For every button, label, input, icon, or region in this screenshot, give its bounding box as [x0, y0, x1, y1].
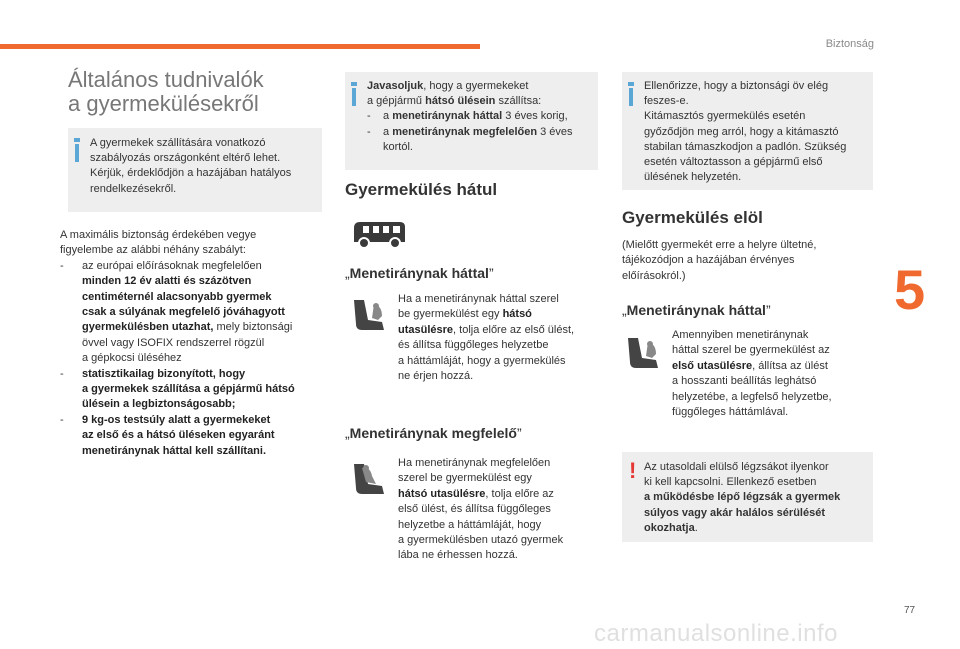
page-title-line-1: Általános tudnivalók	[68, 67, 264, 92]
info-line: Kérjük, érdeklődjön a hazájában hatályos	[90, 167, 292, 180]
front-intro: (Mielőtt gyermekét erre a helyre ültetné, tájékozódjon a hazájában érvényes előírásokról.)	[622, 239, 817, 282]
watermark: carmanualsonline.info	[594, 620, 838, 647]
subtitle-rear-facing: „Menetiránynak háttal”	[345, 265, 494, 281]
info-line: A gyermekek szállítására vonatkozó	[90, 137, 266, 149]
info-line: szabályozás országonként eltérő lehet.	[90, 152, 281, 165]
chapter-number: 5	[894, 258, 926, 321]
info-icon	[351, 82, 357, 106]
forward-facing-seat-icon	[348, 460, 390, 502]
section-title-front: Gyermekülés elöl	[622, 208, 763, 227]
header-accent-bar	[0, 44, 480, 49]
rear-facing-text: Ha a menetiránynak háttal szerel be gyermekülést egy hátsó utasülésre, tolja előre az első ülést, és állítsa függőleges helyzetbe a háttámláját, hogy a gyermekülés ne érjen hozzá.	[398, 293, 575, 383]
rule-item: - 9 kg-os testsúly alatt a gyermekeket az első és a hátsó üléseken egyaránt menetiránynak háttal kell szállítani.	[60, 413, 275, 457]
page-title	[68, 68, 264, 116]
intro-line: A maximális biztonság érdekében vegye	[60, 229, 257, 241]
front-rear-facing-text: Amennyiben menetiránynak háttal szerel be gyermekülést az első utasülésre, állítsa az ülést a hosszanti beállítás leghátsó helyzetébe, a legfelső helyzetbe, függőleges háttámlával.	[672, 329, 832, 419]
van-icon	[350, 218, 408, 252]
front-rear-facing-seat-icon	[622, 334, 664, 376]
info-box-regulations	[68, 128, 322, 212]
warning-box-airbag: ! Az utasoldali elülső légzsákot ilyenkor ki kell kapcsolni. Ellenkező esetben a működésbe lépő légzsák a gyermek súlyos vagy akár halálos sérülését okozhatja.	[622, 452, 873, 542]
section-title-rear: Gyermekülés hátul	[345, 180, 498, 199]
info-box-recommendation: Javasoljuk, hogy a gyermekeket a gépjármű hátsó ülésein szállítsa: - a menetiránynak háttal 3 éves korig, - a menetiránynak megfelelően 3 éves kortól.	[345, 72, 598, 170]
warning-icon: !	[629, 458, 637, 483]
rule-item: - statisztikailag bizonyított, hogy a gyermekek szállítása a gépjármű hátsó ülésein a legbiztonságosabb;	[60, 367, 295, 411]
info-icon	[74, 138, 80, 162]
rules-text	[60, 228, 330, 459]
page-number: 77	[904, 605, 916, 616]
subtitle-front-rear-facing: „Menetiránynak háttal”	[622, 302, 771, 318]
section-label: Biztonság	[825, 38, 874, 50]
forward-facing-text: Ha menetiránynak megfelelően szerel be gyermekülést egy hátsó utasülésre, tolja előre az első ülést, és állítsa függőleges helyzetbe a háttámláját, hogy a gyermekülésben utazó gyermek lába ne érhessen hozzá.	[398, 457, 564, 562]
info-line: rendelkezésekről.	[90, 182, 177, 195]
info-box-seatbelt: Ellenőrizze, hogy a biztonsági öv elég feszes-e. Kitámasztós gyermekülés esetén győződjön meg arról, hogy a kitámasztó stabilan támaszkodjon a padlón. Szükség esetén változtasson a gépjármű első ülésének helyzetén.	[622, 72, 873, 190]
page-title-line-2: a gyermekülésekről	[68, 91, 259, 116]
info-icon	[628, 82, 634, 106]
subtitle-forward-facing: „Menetiránynak megfelelő”	[345, 425, 522, 441]
rear-facing-seat-icon	[348, 296, 390, 338]
intro-line: figyelembe az alábbi néhány szabályt:	[60, 244, 246, 257]
rule-item: - az európai előírásoknak megfelelően minden 12 év alatti és százötven centiméternél alacsonyabb gyermek csak a súlyának megfelelő jóváhagyott gyermekülésben utazhat, mely biztonsági övvel vagy ISOFIX rendszerrel rögzül a gépkocsi üléséhez	[60, 259, 293, 365]
